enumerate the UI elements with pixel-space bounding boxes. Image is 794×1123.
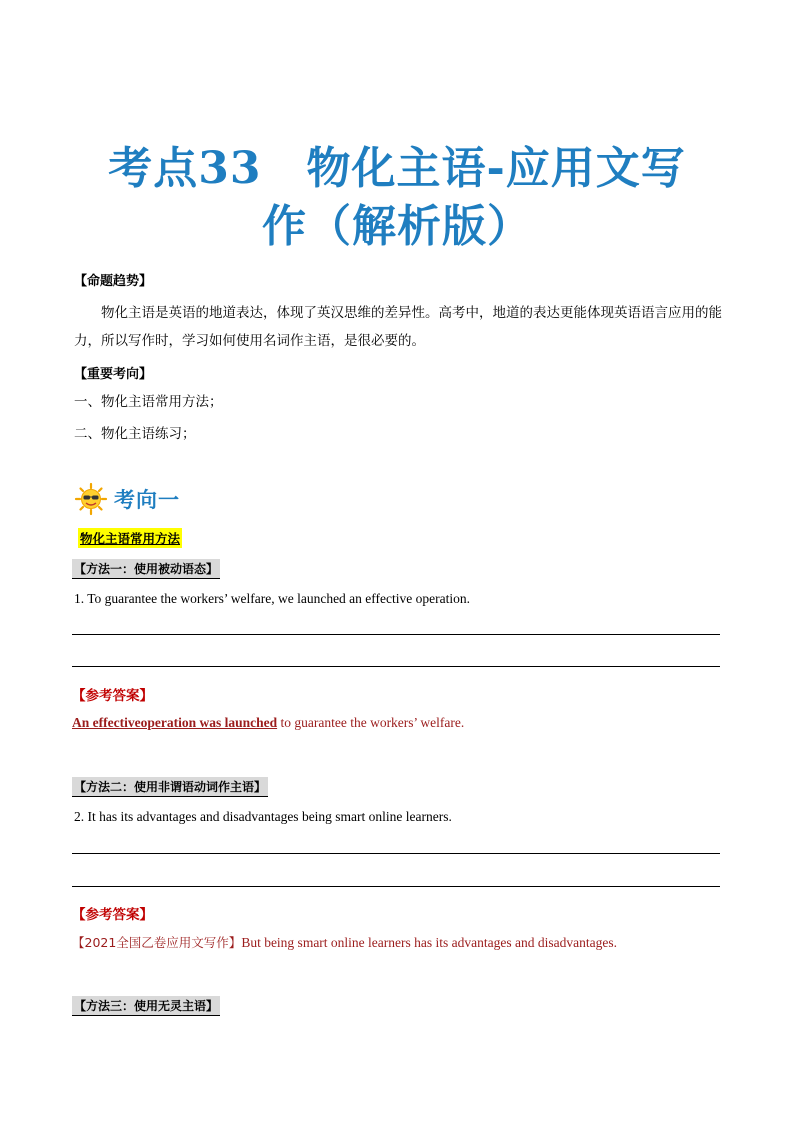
answer-blank-line[interactable] <box>72 886 720 887</box>
section-heading-text: 考向一 <box>114 488 180 512</box>
section-subheading: 物化主语常用方法 <box>78 528 182 548</box>
method-1-answer-label: 【参考答案】 <box>72 688 153 704</box>
answer-highlight: An effectiveoperation was launched <box>72 715 278 730</box>
answer-rest: But being smart online learners has its advantages and disadvantages. <box>241 935 617 950</box>
method-1-sentence: 1. To guarantee the workers’ welfare, we launched an effective operation. <box>74 591 470 606</box>
page-title-line-1: 考点33 物化主语-应用文写 <box>108 143 686 194</box>
method-2-answer-label: 【参考答案】 <box>72 907 153 923</box>
trend-label: 【命题趋势】 <box>74 274 153 289</box>
key-item-2: 二、物化主语练习； <box>74 426 196 442</box>
page-title-line-2: 作（解析版） <box>262 201 532 252</box>
sun-with-sunglasses-icon <box>72 482 112 516</box>
answer-rest: to guarantee the workers’ welfare. <box>277 715 465 730</box>
method-2-answer <box>72 933 617 951</box>
section-heading <box>72 482 180 516</box>
answer-blank-line[interactable] <box>72 634 720 635</box>
method-1-label: 【方法一：使用被动语态】 <box>72 559 220 579</box>
method-3-label: 【方法三：使用无灵主语】 <box>72 996 220 1016</box>
method-2-label: 【方法二：使用非谓语动词作主语】 <box>72 777 268 797</box>
answer-blank-line[interactable] <box>72 666 720 667</box>
answer-blank-line[interactable] <box>72 853 720 854</box>
answer-source: 【2021全国乙卷应用文写作】 <box>72 935 242 950</box>
method-2-sentence: 2. It has its advantages and disadvantages being smart online learners. <box>74 809 452 824</box>
key-label: 【重要考向】 <box>74 367 153 382</box>
trend-paragraph: 物化主语是英语的地道表达，体现了英汉思维的差异性。高考中，地道的表达更能体现英语语言应用的能力，所以写作时，学习如何使用名词作主语，是很必要的。 <box>74 305 722 349</box>
method-1-answer <box>72 715 464 731</box>
key-item-1: 一、物化主语常用方法； <box>74 394 223 410</box>
